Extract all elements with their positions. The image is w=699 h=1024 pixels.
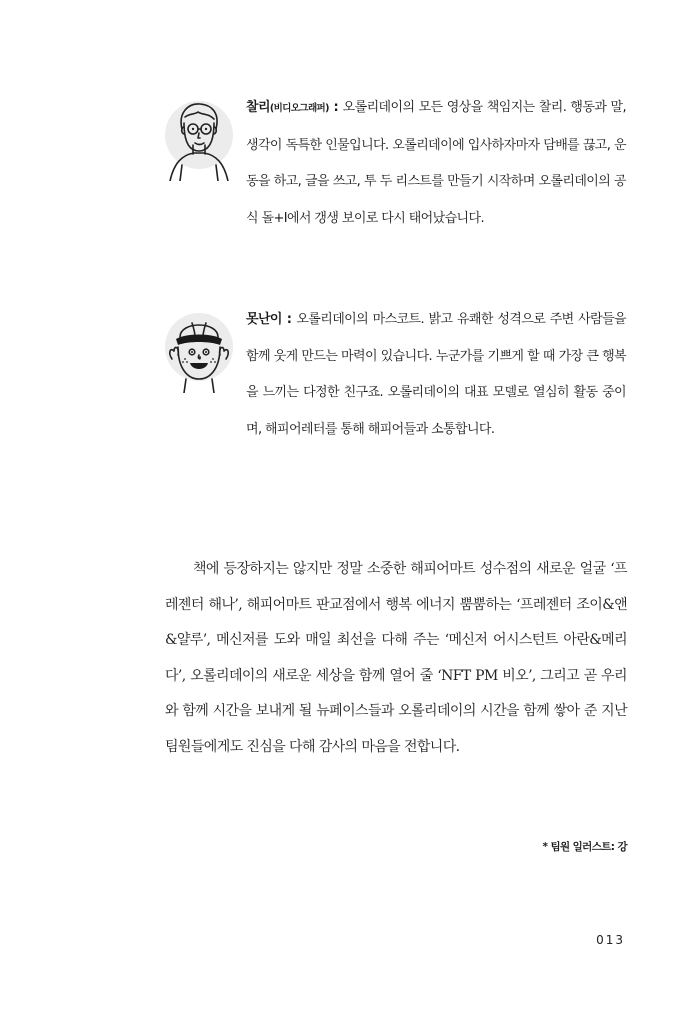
profile-role: (비디오그래퍼)	[269, 103, 329, 114]
profile-name: 찰리	[246, 100, 270, 115]
illustration-credit: * 팀원 일러스트: 강	[542, 841, 627, 853]
profile-separator: :	[281, 312, 297, 327]
profile-name: 못난이	[246, 312, 282, 327]
profile-description	[246, 302, 626, 448]
profile-separator: :	[328, 100, 343, 115]
profile-charlie	[160, 95, 630, 275]
profile-description-text: 오롤리데이의 마스코트. 밝고 유쾌한 성격으로 주변 사람들을 함께 웃게 만드는 마력이 있습니다. 누군가를 기쁘게 할 때 가장 큰 행복을 느끼는 다정한 친구죠. 오롤리데이의 대표 모델로 열심히 활동 중이며, 해피어레터를 통해 해피어들과 소통합니다.	[246, 312, 626, 437]
page-number: 013	[596, 933, 625, 947]
profile-monnani	[160, 307, 630, 487]
charlie-portrait-icon	[164, 95, 234, 181]
monnani-mascot-icon	[164, 307, 234, 393]
profile-description	[246, 90, 626, 237]
profile-description-text: 오롤리데이의 모든 영상을 책임지는 찰리. 행동과 말, 생각이 독특한 인물입니다. 오롤리데이에 입사하자마자 담배를 끊고, 운동을 하고, 글을 쓰고, 투 두 리스트를 만들기 시작하며 오롤리데이의 공식 돌+I에서 갱생 보이로 다시 태어났습니다.	[246, 100, 626, 226]
body-paragraph: 책에 등장하지는 않지만 정말 소중한 해피어마트 성수점의 새로운 얼굴 ‘프레젠터 해나’, 해피어마트 판교점에서 행복 에너지 뿜뿜하는 ‘프레젠터 조이&앤&얄루’, 메신저를 도와 매일 최선을 다해 주는 ‘메신저 어시스턴트 아란&메리다’, 오롤리데이의 새로운 세상을 함께 열어 줄 ‘NFT PM 비오’, 그리고 곧 우리와 함께 시간을 보내게 될 뉴페이스들과 오롤리데이의 시간을 함께 쌓아 준 지난 팀원들에게도 진심을 다해 감사의 마음을 전합니다.	[165, 561, 627, 755]
